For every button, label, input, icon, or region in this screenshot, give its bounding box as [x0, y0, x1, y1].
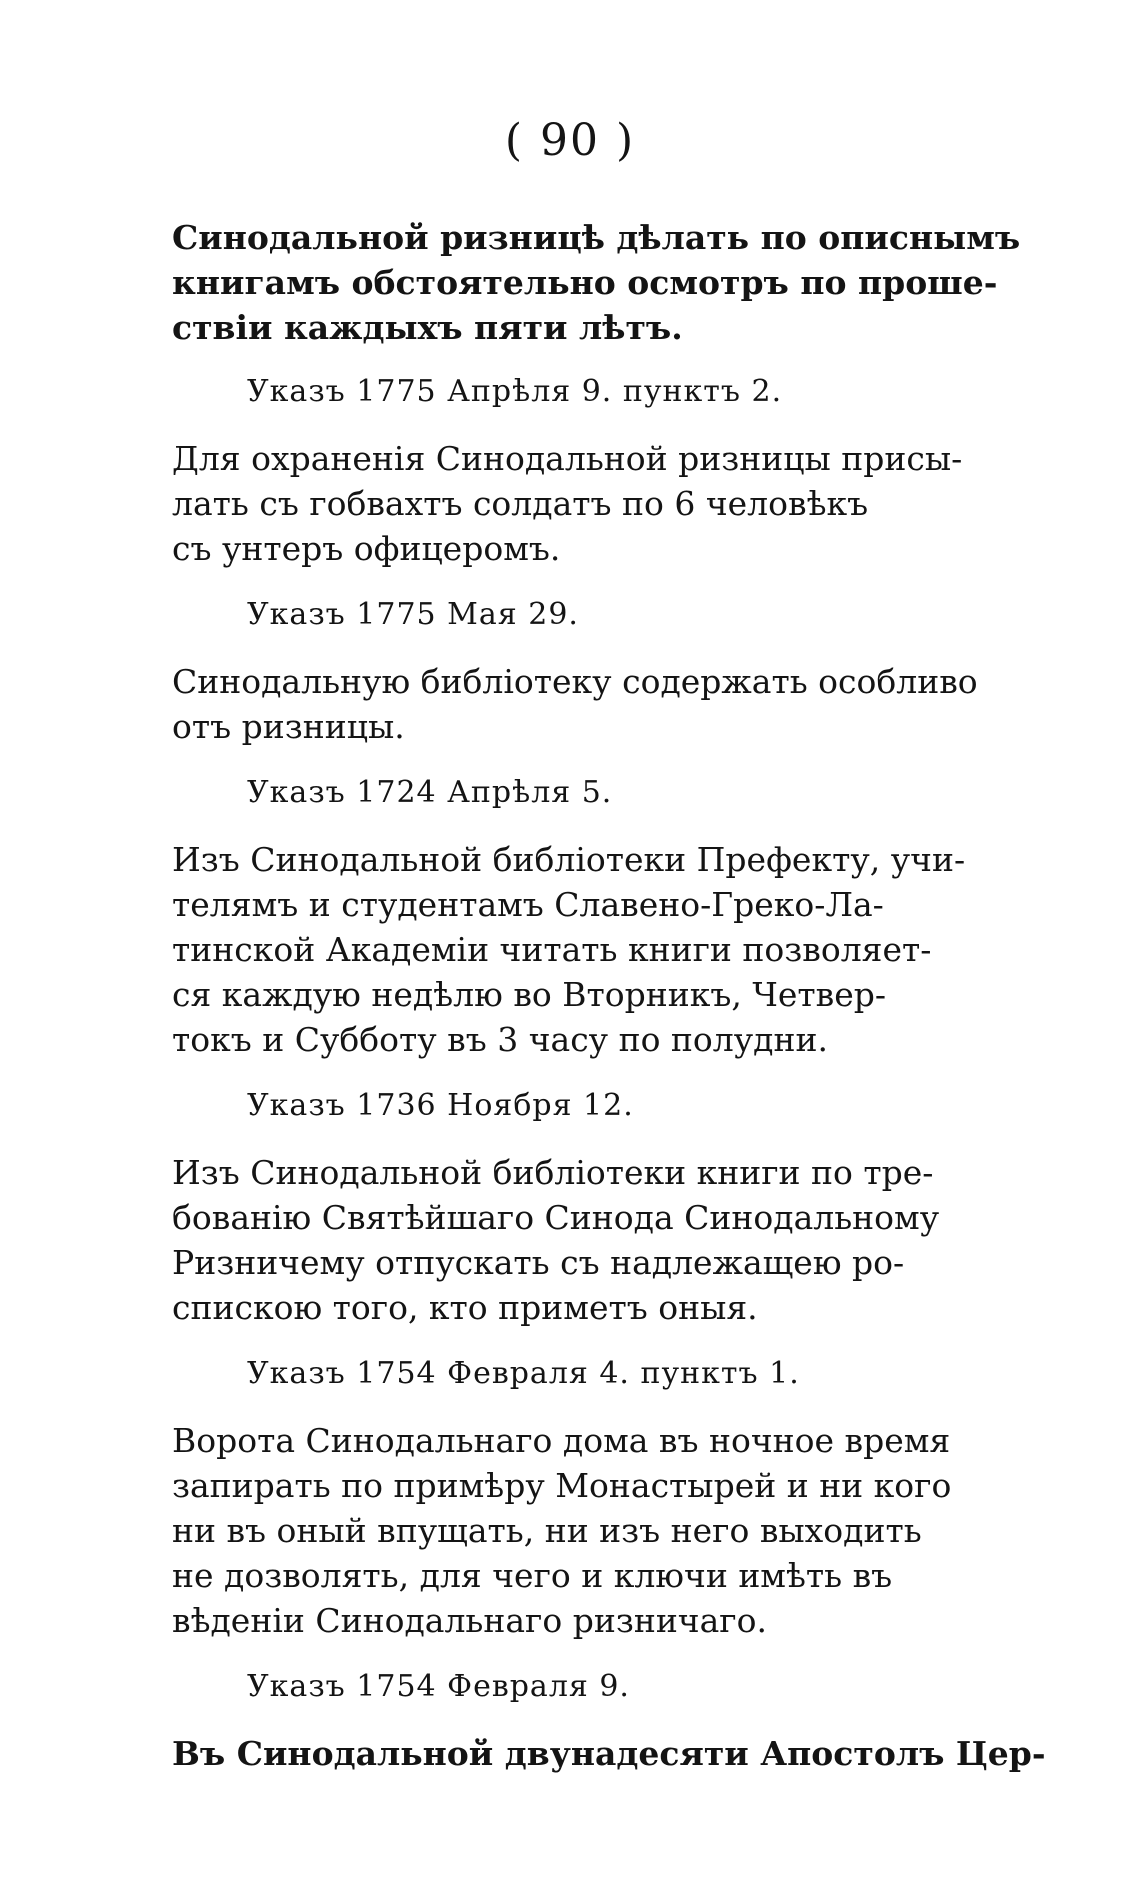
page-number: ( 90 ): [504, 115, 636, 166]
paragraph-библиотека: Синодальную библіотеку содержать особливо отъ ризницы.: [172, 662, 978, 746]
paragraph-апостол: Въ Синодальной двунадесяти Апостолъ Цер-: [172, 1734, 1046, 1773]
text-column: [172, 215, 1060, 1776]
paragraph-ризница-осмотр: Синодальной ризницѣ дѣлать по описнымъ книгамъ обстоятельно осмотръ по проше- ствіи каждыхъ пяти лѣтъ.: [172, 218, 1021, 347]
paragraph-чтение-книг: Изъ Синодальной библіотеки Префекту, учи- телямъ и студентамъ Славено-Греко-Ла- тинской Академіи читать книги позволяет- ся каждую недѣлю во Вторникъ, Четвер- токъ и Субботу въ 3 часу по полудни.: [172, 840, 966, 1059]
decree-reference: Указъ 1724 Апрѣля 5.: [247, 775, 613, 810]
decree-reference: Указъ 1736 Ноября 12.: [247, 1088, 634, 1123]
decree-reference: Указъ 1775 Апрѣля 9. пунктъ 2.: [247, 374, 783, 409]
decree-reference: Указъ 1775 Мая 29.: [247, 597, 579, 632]
decree-reference: Указъ 1754 Февраля 9.: [247, 1669, 630, 1704]
decree-reference: Указъ 1754 Февраля 4. пунктъ 1.: [247, 1356, 800, 1391]
paragraph-ворота: Ворота Синодальнаго дома въ ночное время запирать по примѣру Монастырей и ни кого ни въ оный впущать, ни изъ него выходить не дозволять, для чего и ключи имѣть въ вѣденіи Синодальнаго ризничаго.: [172, 1421, 952, 1640]
paragraph-охранение: Для охраненія Синодальной ризницы присы- лать съ гобвахтъ солдатъ по 6 человѣкъ съ унтеръ офицеромъ.: [172, 439, 963, 568]
paragraph-отпуск-книг: Изъ Синодальной библіотеки книги по тре- бованію Святѣйшаго Синода Синодальному Ризничему отпускать съ надлежащею ро- спискою того, кто приметъ оныя.: [172, 1153, 940, 1327]
